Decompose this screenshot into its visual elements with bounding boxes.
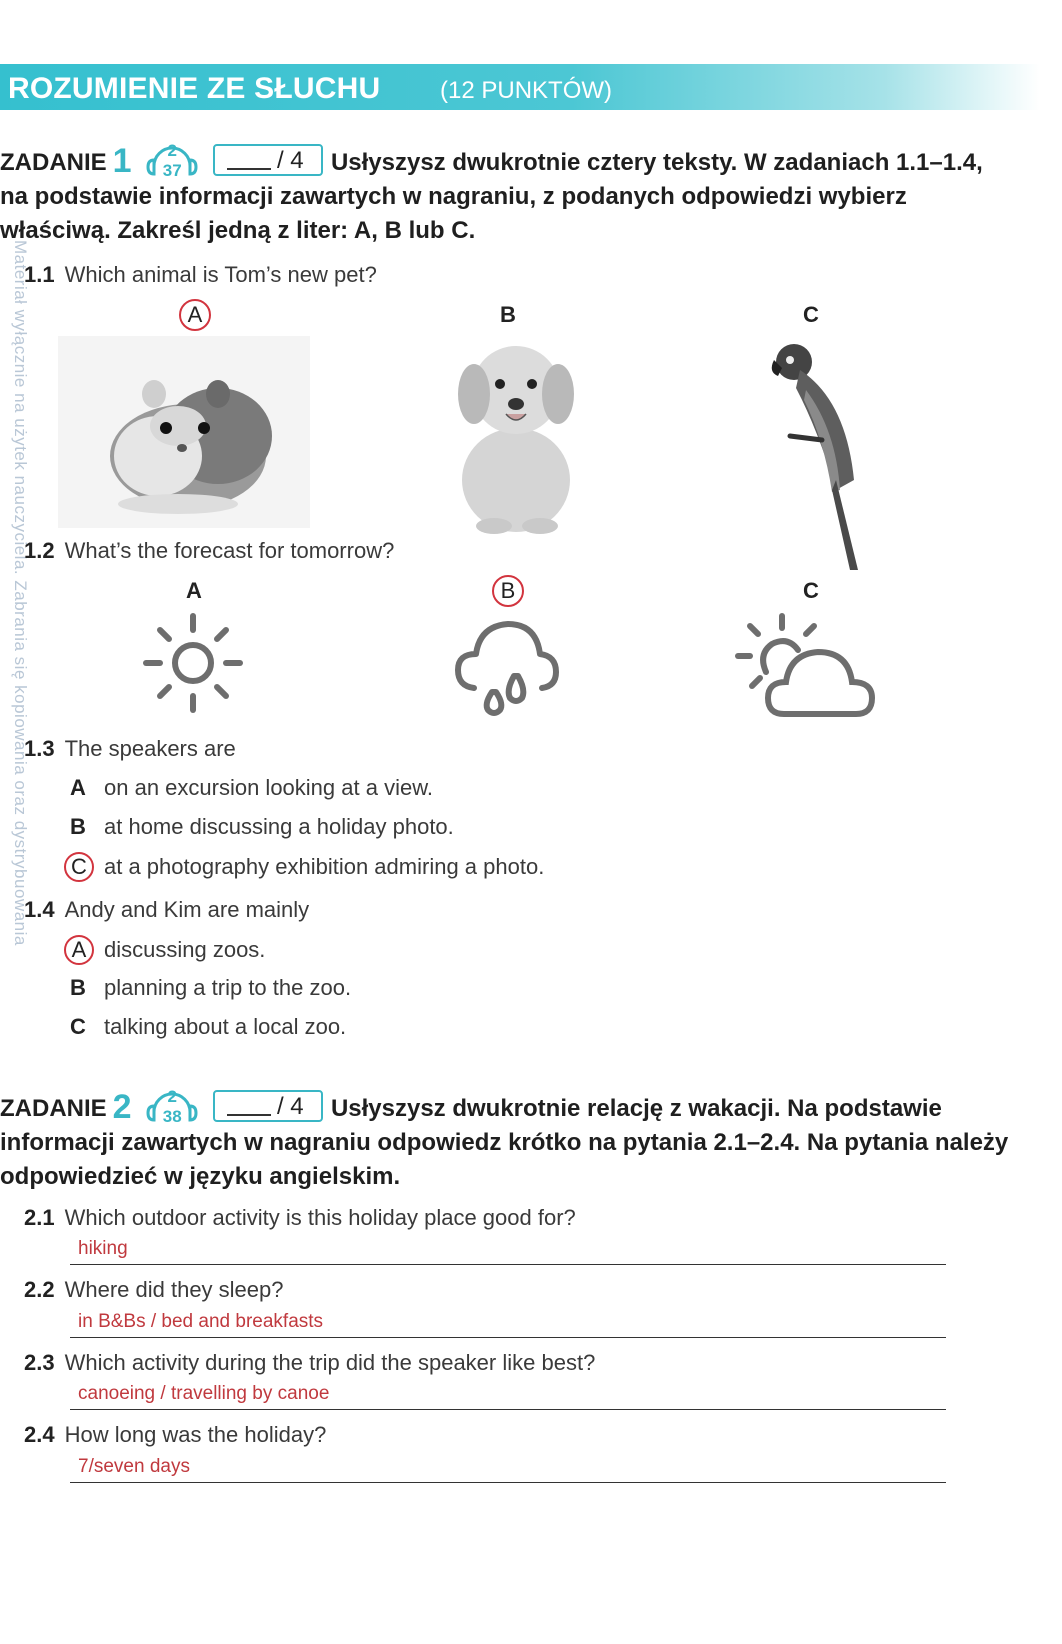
question-number: 1.3 <box>24 736 55 761</box>
option-a-label[interactable]: A <box>186 578 202 603</box>
option-c-label[interactable]: C <box>803 578 819 603</box>
task2-word: ZADANIE <box>0 1095 107 1122</box>
question-1-3 <box>24 736 236 762</box>
answer-line <box>70 1482 946 1483</box>
task2-instruction: Usłyszysz dwukrotnie relację z wakacji. Na podstawie informacji zawartych w nagraniu odpowiedz krótko na pytania 2.1–2.4. Na pytania należy odpowiedzieć w języku angielskim. <box>0 1095 1009 1190</box>
question-2-1: 2.1 Which outdoor activity is this holiday place good for? <box>24 1205 576 1230</box>
question-1-4 <box>24 897 309 923</box>
option-c[interactable]: C talking about a local zoo. <box>70 1014 347 1039</box>
cd-disc-number: 2 <box>167 1087 177 1106</box>
option-b[interactable]: B planning a trip to the zoo. <box>70 975 352 1000</box>
question-1-1 <box>24 262 377 288</box>
option-a[interactable]: A on an excursion looking at a view. <box>70 775 433 800</box>
cd-track-icon <box>142 1082 202 1126</box>
question-2-4: 2.4 How long was the holiday? <box>24 1422 327 1447</box>
score-box <box>213 144 323 176</box>
puppy-image <box>450 330 580 536</box>
task2-number: 2 <box>112 1088 132 1126</box>
parrot-image <box>766 340 866 572</box>
cd-track-icon <box>142 136 202 180</box>
option-b-label[interactable]: B <box>500 302 516 327</box>
answer-line <box>70 1264 946 1265</box>
watermark: Materiał wyłącznie na użytek nauczyciela. Zabrania się kopiowania oraz dystrybuowania <box>11 240 30 946</box>
answer-line <box>70 1409 946 1410</box>
option-b-label[interactable]: B <box>490 575 526 607</box>
question-number: 1.2 <box>24 538 55 563</box>
task1-header <box>0 136 1010 248</box>
sun-behind-cloud-icon <box>732 610 878 722</box>
question-text: What’s the forecast for tomorrow? <box>64 538 395 563</box>
section-title: ROZUMIENIE ZE SŁUCHU <box>8 72 381 105</box>
score-max: / 4 <box>276 1093 304 1120</box>
option-c-label[interactable]: C <box>803 302 819 327</box>
rain-cloud-icon <box>452 614 562 720</box>
cd-track-number: 38 <box>162 1107 182 1126</box>
answer-2-4[interactable]: 7/seven days <box>78 1456 190 1477</box>
section-banner <box>0 64 1040 110</box>
question-text: Which animal is Tom’s new pet? <box>64 262 377 287</box>
option-c[interactable]: C at a photography exhibition admiring a photo. <box>70 852 544 882</box>
question-text: The speakers are <box>64 736 236 761</box>
question-number: 1.4 <box>24 897 55 922</box>
cd-track-number: 37 <box>162 161 182 180</box>
question-number: 1.1 <box>24 262 55 287</box>
question-text: Andy and Kim are mainly <box>64 897 310 922</box>
answer-line <box>70 1337 946 1338</box>
task1-number: 1 <box>112 142 132 180</box>
score-max: / 4 <box>276 147 304 174</box>
answer-2-2[interactable]: in B&Bs / bed and breakfasts <box>78 1311 324 1332</box>
section-points: (12 PUNKTÓW) <box>440 77 613 104</box>
cd-disc-number: 2 <box>167 141 177 160</box>
option-b[interactable]: B at home discussing a holiday photo. <box>70 814 454 839</box>
task2-header <box>0 1082 1010 1194</box>
question-2-3: 2.3 Which activity during the trip did the speaker like best? <box>24 1350 596 1375</box>
option-a[interactable]: A discussing zoos. <box>70 935 265 965</box>
answer-2-1[interactable]: hiking <box>78 1238 128 1259</box>
question-1-2 <box>24 538 394 564</box>
task1-instruction: Usłyszysz dwukrotnie cztery teksty. W zadaniach 1.1–1.4, na podstawie informacji zawartych w nagraniu, z podanych odpowiedzi wybierz właściwą. Zakreśl jedną z liter: A, B lub C. <box>0 149 983 244</box>
option-a-label[interactable]: A <box>177 299 213 331</box>
score-box <box>213 1090 323 1122</box>
answer-2-3[interactable]: canoeing / travelling by canoe <box>78 1383 330 1404</box>
task1-word: ZADANIE <box>0 149 107 176</box>
sun-icon <box>140 610 246 716</box>
hamster-image <box>58 336 310 528</box>
question-2-2: 2.2 Where did they sleep? <box>24 1277 284 1302</box>
